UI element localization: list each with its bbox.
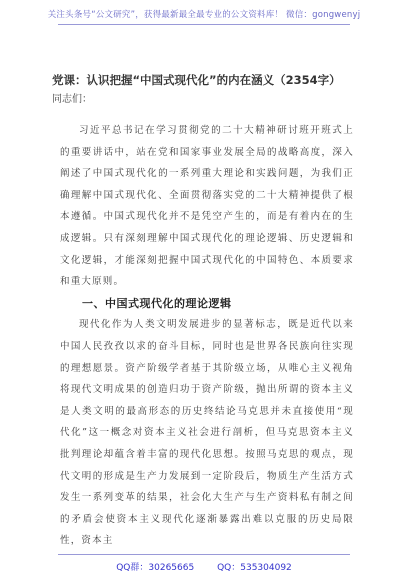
- footer-qq: QQ：535304092: [217, 563, 292, 573]
- section-heading: 一、中国式现代化的理论逻辑: [82, 296, 232, 310]
- intro-paragraph: 习近平总书记在学习贯彻党的二十大精神研讨班开班式上的重要讲话中，站在党和国家事业发展全局的战略高度，深入阐述了中国式现代化的一系列重大理论和实践问题，为我们正确理解中国式现代化、全面贯彻落实党的二十大精神提供了根本遵循。中国式现代化并不是凭空产生的，而是有着内在的生成逻辑。只有深刻理解中国式现代化的理论逻辑、历史逻辑和文化逻辑，才能深刻把握中国式现代化的中国特色、本质要求和重大原则。: [60, 125, 354, 288]
- salutation: 同志们：: [52, 94, 92, 105]
- footer-divider: [58, 554, 350, 555]
- header-banner: 关注头条号“公文研究”，获得最新最全最专业的公文资料库！ 微信：gongwenyj: [47, 10, 361, 20]
- footer: [0, 560, 408, 573]
- section-paragraph: 现代化作为人类文明发展进步的显著标志，既是近代以来中国人民孜孜以求的奋斗目标，同时也是世界各民族向往实现的理想愿景。资产阶级学者基于其阶级立场，从唯心主义视角将现代文明成果的创造归功于资产阶级，抛出所谓的资本主义是人类文明的最高形态的历史终结论马克思并未直接使用“现代化”这一概念对资本主义社会进行剖析，但马克思资本主义批判理论却蕴含着丰富的现代化思想。按照马克思的观点，现代文明的形成是生产力发展到一定阶段后，物质生产生活方式发生一系列变革的结果，社会化大生产与生产资料私有制之间的矛盾会使资本主义现代化逐渐暴露出难以克服的历史局限性，资本主: [60, 319, 354, 547]
- footer-qq-group: QQ群：30265665: [116, 563, 195, 573]
- document-title: 党课：认识把握“中国式现代化”的内在涵义（2354字）: [52, 73, 341, 87]
- document-body: [60, 120, 354, 552]
- header-divider: [58, 24, 350, 25]
